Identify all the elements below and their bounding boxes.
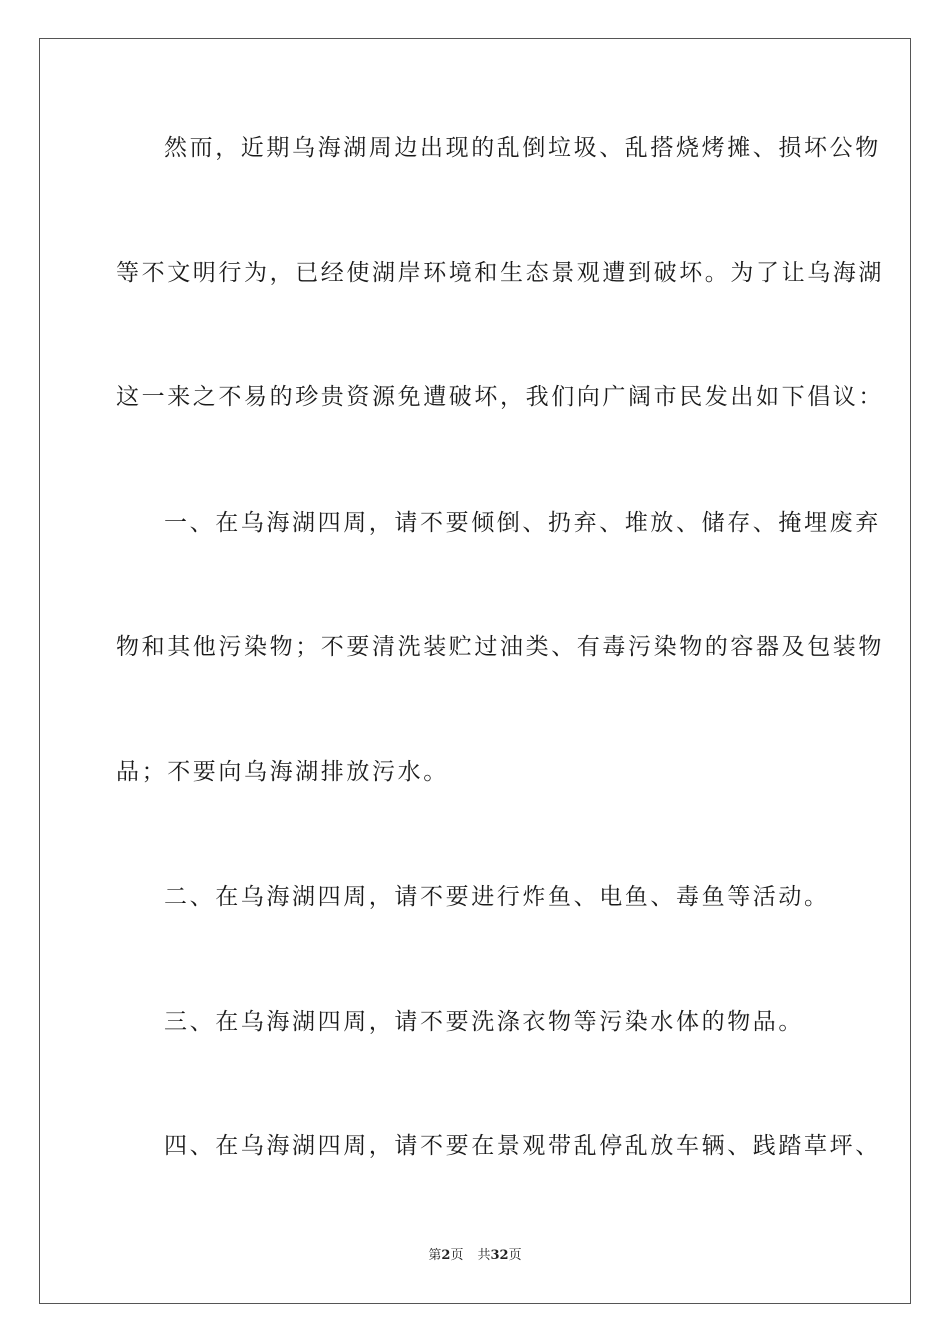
paragraph-line-7: 二、在乌海湖四周，请不要进行炸鱼、电鱼、毒鱼等活动。: [164, 884, 830, 910]
page-footer: [0, 1246, 950, 1266]
total-pages: 32: [490, 1248, 509, 1263]
page-number: 2: [441, 1248, 451, 1263]
total-prefix: 共: [477, 1248, 491, 1263]
paragraph-line-4: 一、在乌海湖四周，请不要倾倒、扔弃、堆放、储存、掩埋废弃: [164, 510, 881, 536]
page-frame: [39, 38, 911, 1304]
page-suffix: 页: [450, 1248, 464, 1263]
paragraph-line-3: 这一来之不易的珍贵资源免遭破坏，我们向广阔市民发出如下倡议：: [116, 384, 884, 410]
paragraph-line-6: 品；不要向乌海湖排放污水。: [116, 759, 449, 785]
paragraph-line-8: 三、在乌海湖四周，请不要洗涤衣物等污染水体的物品。: [164, 1009, 804, 1035]
paragraph-line-5: 物和其他污染物；不要清洗装贮过油类、有毒污染物的容器及包装物: [116, 634, 884, 660]
paragraph-line-2: 等不文明行为，已经使湖岸环境和生态景观遭到破坏。为了让乌海湖: [116, 260, 884, 286]
total-suffix: 页: [508, 1248, 522, 1263]
paragraph-line-9: 四、在乌海湖四周，请不要在景观带乱停乱放车辆、践踏草坪、: [164, 1133, 881, 1159]
page-prefix: 第: [428, 1248, 442, 1263]
paragraph-line-1: 然而，近期乌海湖周边出现的乱倒垃圾、乱搭烧烤摊、损坏公物: [164, 135, 881, 161]
